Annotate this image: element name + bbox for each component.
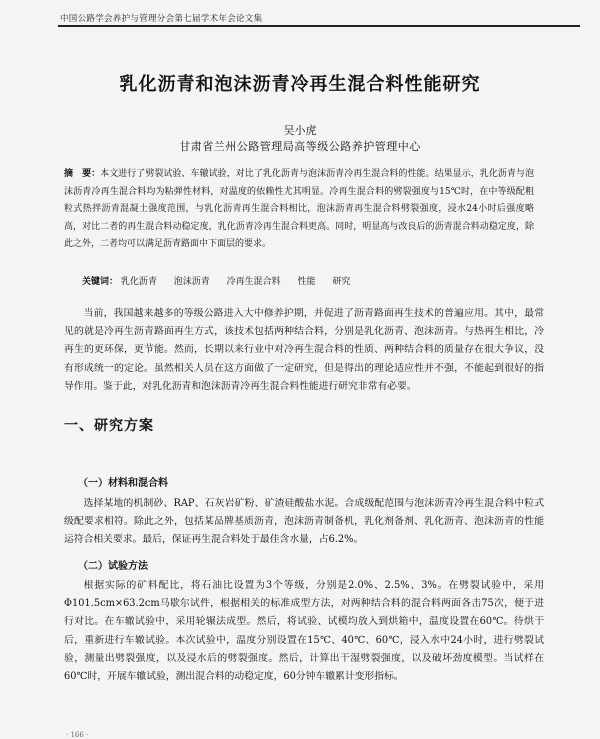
abstract-label: 摘 要：	[64, 169, 101, 179]
section-heading: 一、研究方案	[64, 418, 154, 434]
keyword-item: 乳化沥青	[120, 277, 157, 287]
keywords-label: 关键词：	[82, 277, 119, 287]
author-name: 吴小虎	[283, 124, 317, 137]
subsection-heading-materials: （一）材料和混合料	[78, 478, 168, 489]
header-rule	[58, 25, 580, 27]
intro-paragraph: 当前，我国越来越多的等级公路进入大中修养护期，并促进了沥青路面再生技术的普遍应用。其中，最常见的就是冷再生沥青路面再生方式，该技术包括两种结合料，分别是乳化沥青、泡沫沥青。与热再生相比，冷再生的更环保，更节能。然而，长期以来行业中对冷再生混合料的性质、两种结合料的质量存在很大争议，没有形成统一的定论。虽然相关人员在这方面做了一定研究，但是得出的理论适应性并不强，不能起到很好的指导作用。鉴于此，对乳化沥青和泡沫沥青冷再生混合料性能进行研究非常有必要。	[64, 308, 544, 392]
paper-title: 乳化沥青和泡沫沥青冷再生混合料性能研究	[119, 74, 481, 95]
keywords	[82, 274, 532, 287]
running-header: 中国公路学会养护与管理分会第七届学术年会论文集	[60, 14, 263, 24]
author-affiliation: 甘肃省兰州公路管理局高等级公路养护管理中心	[179, 140, 421, 153]
keyword-item: 泡沫沥青	[173, 277, 210, 287]
subsection-heading-test-method: （二）试验方法	[78, 561, 148, 572]
keyword-item: 研究	[332, 277, 351, 287]
abstract	[64, 166, 534, 254]
abstract-text: 本文进行了劈裂试验、车辙试验，对比了乳化沥青与泡沫沥青冷再生混合料的性能。结果显示，乳化沥青与泡沫沥青冷再生混合料均为粘弹性材料，对温度的依赖性尤其明显。冷再生混合料的劈裂强度与15℃时，在中等级配粗粒式热拌沥青混凝土强度范围，与乳化沥青再生混合料相比，泡沫沥青再生混合料劈裂强度，浸水24小时后强度略高，对比二者的再生混合料动稳定度，乳化沥青冷再生混合料更高。同时，明显高与改良后的沥青混合料动稳定度，除此之外，二者均可以满足沥青路面中下面层的要求。	[64, 169, 534, 250]
keyword-item: 性能	[297, 277, 316, 287]
keyword-item: 冷再生混合料	[226, 277, 281, 287]
materials-paragraph: 选择某地的机制砂、RAP、石灰岩矿粉、矿渣硅酸盐水泥。合成级配范围与泡沫沥青冷再生混合料中粒式级配要求相符。除此之外，包括某品牌基质沥青，泡沫沥青制备机，乳化剂备剂、乳化沥青、泡沫沥青的性能运符合相关要求。最后，保证再生混合料处于最佳含水量，占6.2%。	[64, 498, 544, 546]
page-number: · 166 ·	[66, 731, 89, 739]
test-method-paragraph: 根据实际的矿料配比，将石油比设置为3个等级，分别是2.0%、2.5%、3%。在劈裂试验中，采用Φ101.5cm×63.2cm马歇尔试件，根据相关的标准成型方法，对两种结合料的混合料两面各击75次，便于进行对比。在车辙试验中，采用轮辗法成型。然后，将试验、试模均放入到烘箱中，温度设置在60℃。待烘干后，重新进行车辙试验。本次试验中，温度分别设置在15℃、40℃、60℃，浸入水中24小时，进行劈裂试验，测量出劈裂强度，以及浸水后的劈裂强度。然后，计算出干湿劈裂强度，以及破坏劲度模型。当试样在60℃时，开展车辙试验，测出混合料的动稳定度，60分钟车辙累计变形指标。	[64, 580, 544, 683]
